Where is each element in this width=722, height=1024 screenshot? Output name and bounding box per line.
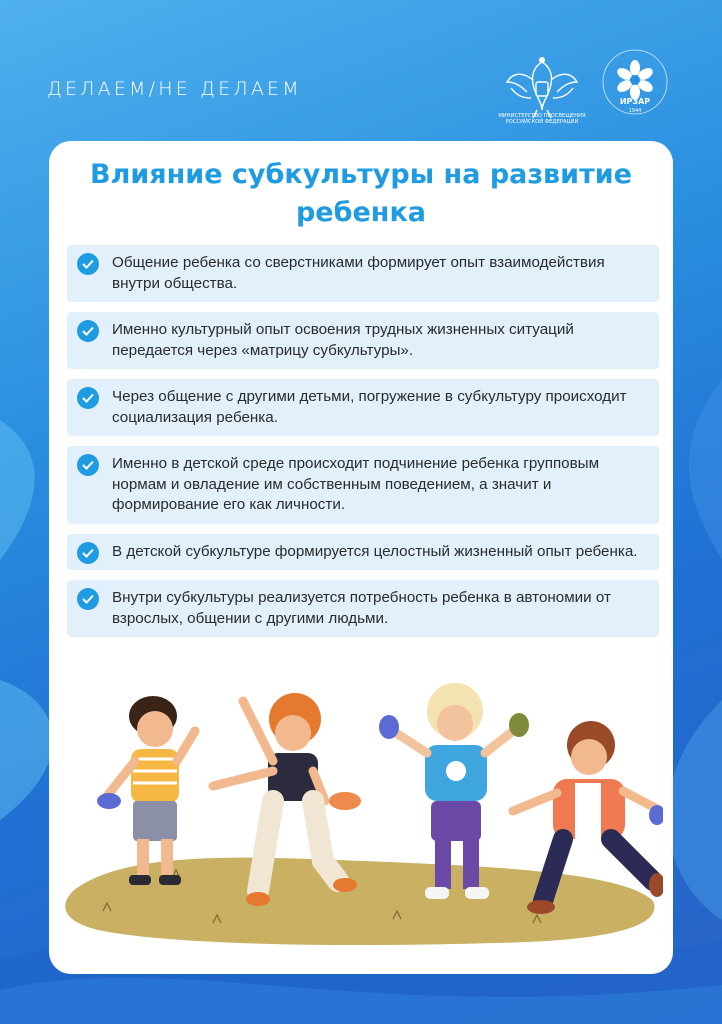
item-text: Именно культурный опыт освоения трудных жизненных ситуаций передается через «матрицу субкультуры». [112, 321, 574, 359]
children-playing-illustration [63, 661, 663, 961]
ground [65, 858, 654, 945]
item-text: Общение ребенка со сверстниками формирует опыт взаимодействия внутри общества. [112, 254, 605, 292]
check-icon [77, 387, 99, 409]
card-title-line1: Влияние субкультуры на развитие [90, 159, 632, 190]
item-text: В детской субкультуре формируется целостный жизненный опыт ребенка. [112, 542, 638, 560]
item-text: Через общение с другими детьми, погружение в субкультуру происходит социализация ребенка. [112, 388, 627, 426]
check-icon [77, 320, 99, 342]
header-tag: ДЕЛАЕМ/НЕ ДЕЛАЕМ [47, 78, 302, 100]
list-item [67, 312, 659, 369]
list-item [67, 379, 659, 436]
kid-1 [97, 696, 195, 885]
list-item [67, 580, 659, 637]
card-title [49, 156, 673, 232]
ministry-text: МИНИСТЕРСТВО ПРОСВЕЩЕНИЯ РОССИЙСКОЙ ФЕДЕРАЦИИ [498, 113, 586, 125]
card-title-line2: ребенка [295, 197, 426, 228]
list-item [67, 245, 659, 302]
item-text: Именно в детской среде происходит подчинение ребенка групповым нормам и овладение им собственным поведением, а значит и формирование его как личности. [112, 455, 600, 513]
check-icon [77, 253, 99, 275]
items-list [67, 245, 659, 647]
irzar-label: ИРЗАР [619, 97, 651, 106]
irzar-year: 1944 [628, 108, 642, 114]
check-icon [77, 588, 99, 610]
list-item [67, 446, 659, 524]
check-icon [77, 454, 99, 476]
content-card [49, 141, 673, 974]
list-item [67, 534, 659, 571]
irzar-logo-icon [600, 48, 670, 120]
item-text: Внутри субкультуры реализуется потребность ребенка в автономии от взрослых, общении с другими людьми. [112, 589, 611, 627]
check-icon [77, 542, 99, 564]
